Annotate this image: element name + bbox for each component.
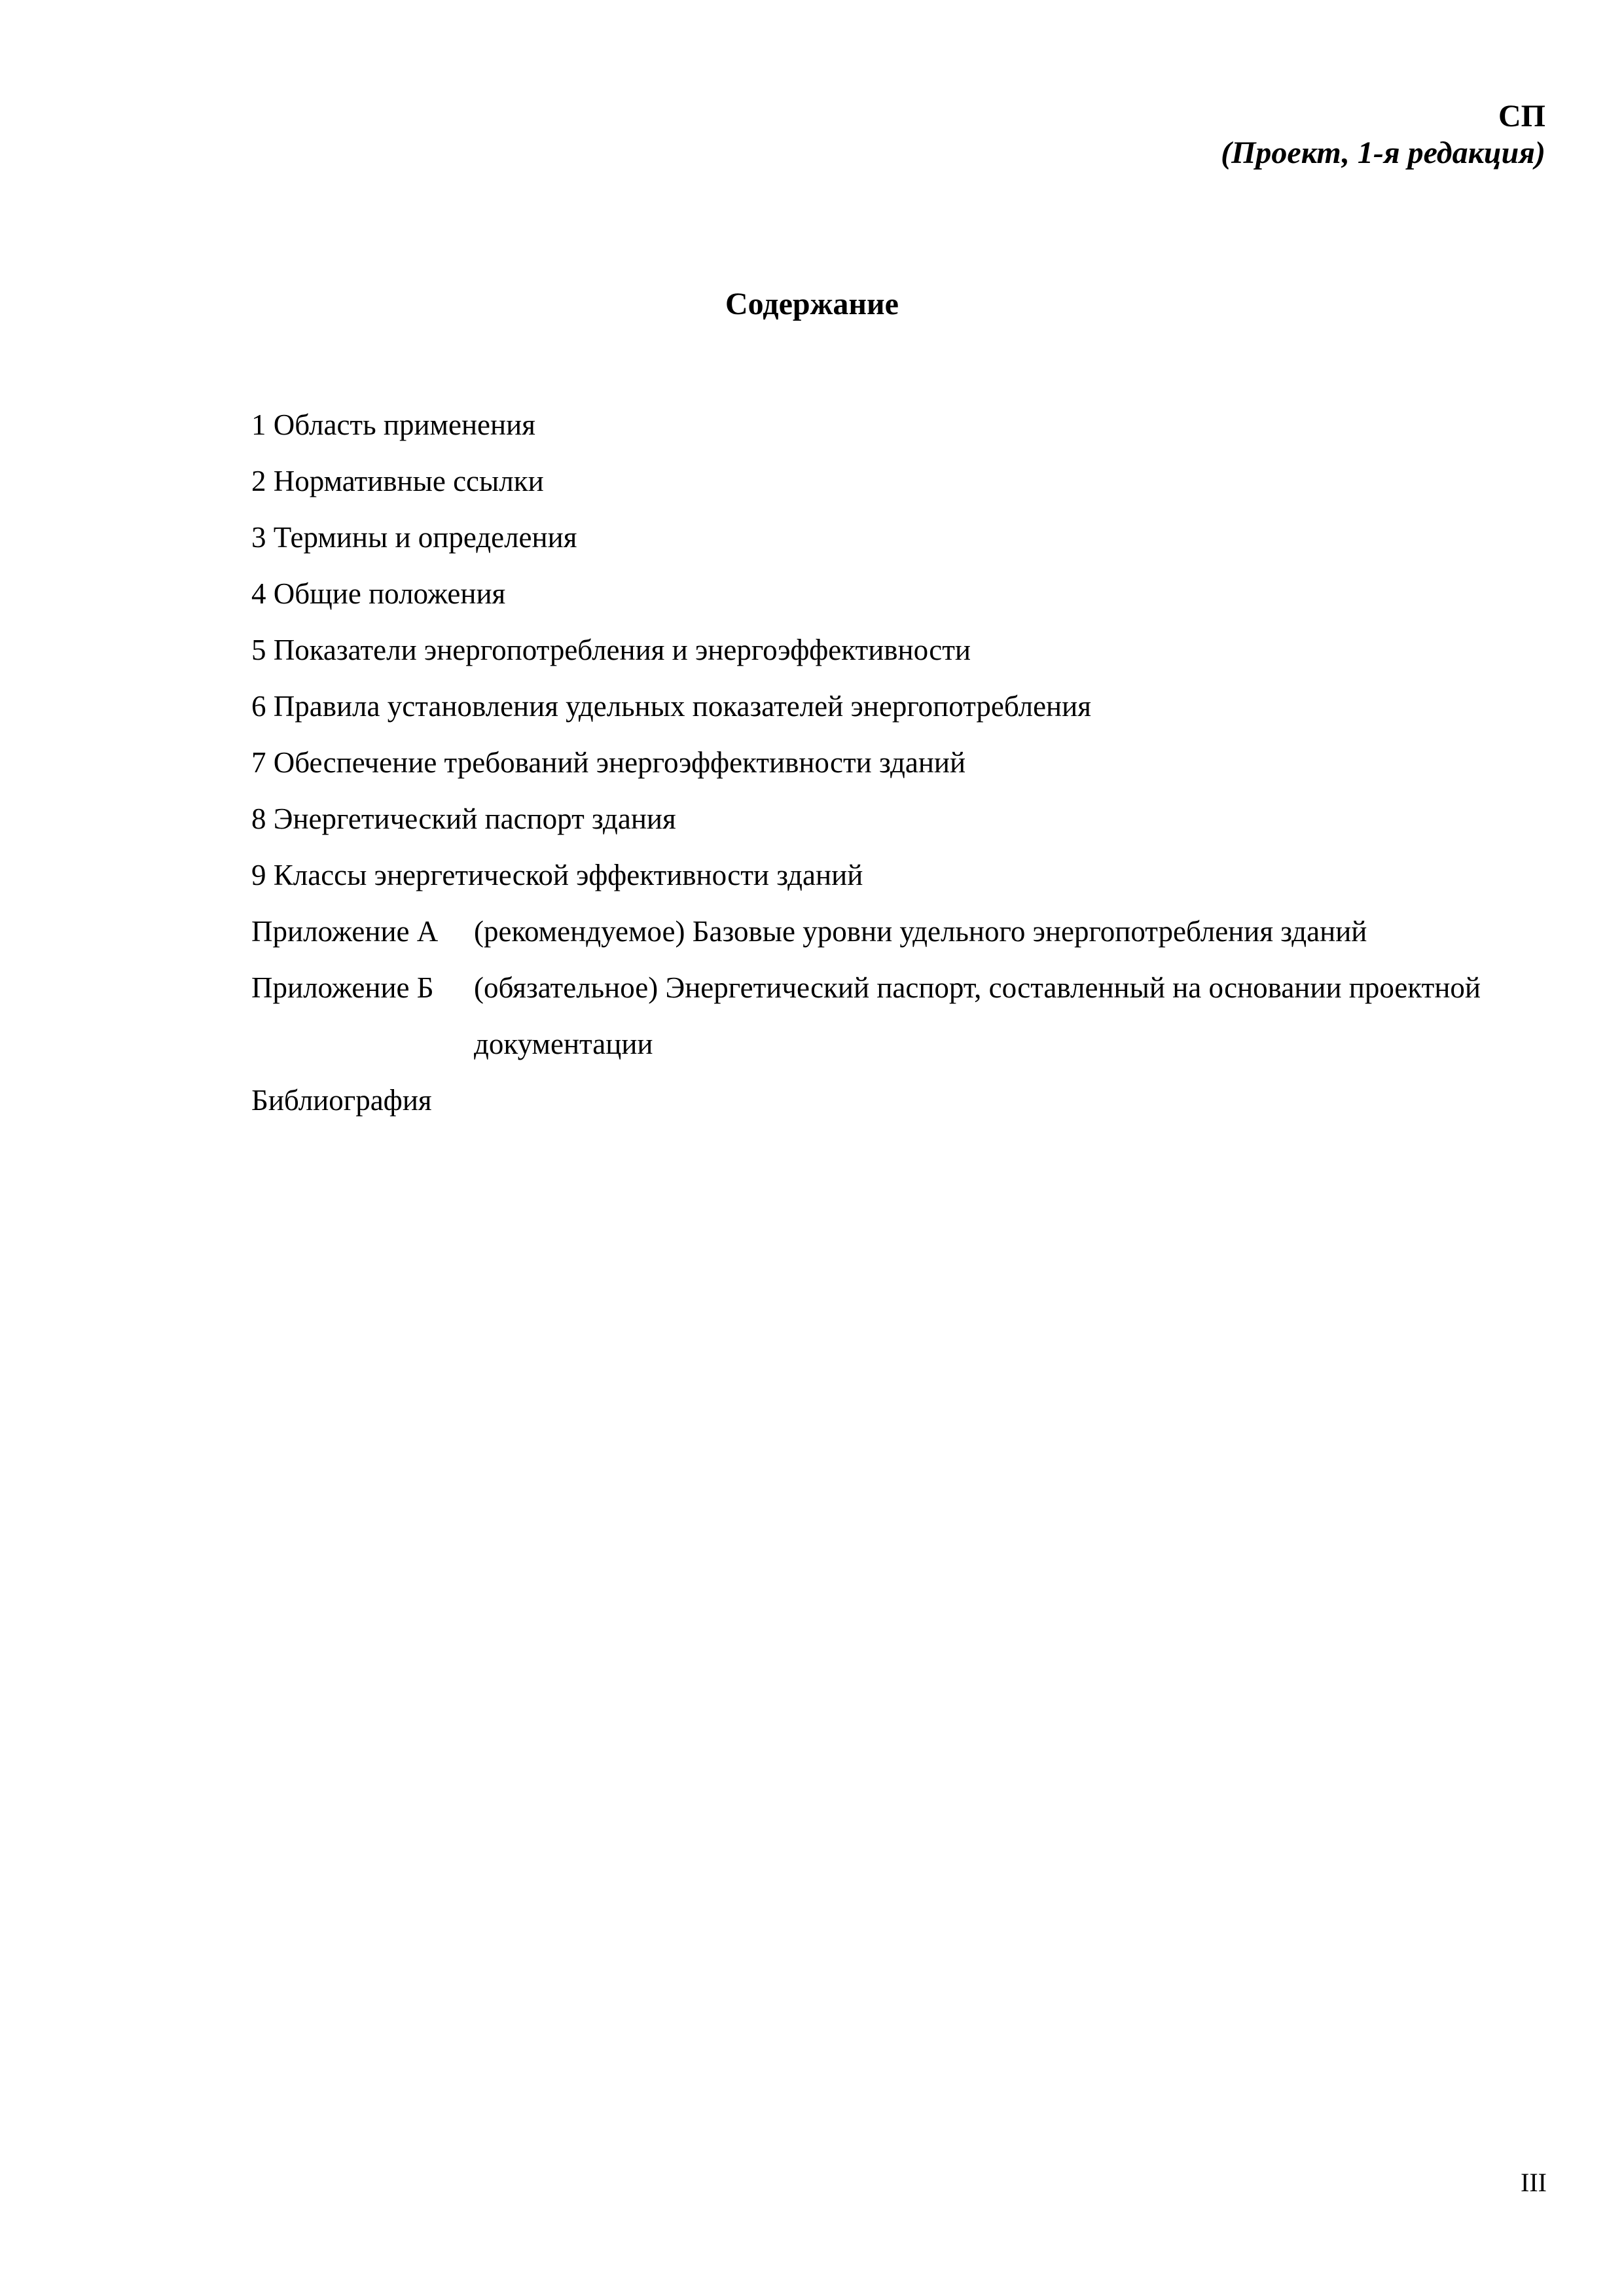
toc-item-1: 1 Область применения [251, 408, 535, 441]
page-number: III [1521, 2168, 1547, 2197]
toc-item-4: 4 Общие положения [251, 577, 506, 610]
appendix-b-title: (обязательное) Энергетический паспорт, составленный на основании проектной документации [474, 971, 1481, 1060]
toc-item-3: 3 Термины и определения [251, 521, 577, 554]
toc-item-5: 5 Показатели энергопотребления и энергоэффективности [251, 634, 971, 666]
appendix-a-label: Приложение А [251, 915, 439, 948]
document-header [1221, 98, 1545, 171]
toc-appendix-a [251, 903, 1528, 960]
appendix-a-title: (рекомендуемое) Базовые уровни удельного энергопотребления зданий [474, 915, 1367, 948]
toc-item-7: 7 Обеспечение требований энергоэффективности зданий [251, 746, 966, 779]
toc-item-2: 2 Нормативные ссылки [251, 465, 544, 497]
edition-note: (Проект, 1-я редакция) [1221, 135, 1545, 170]
table-of-contents [251, 397, 1528, 1128]
toc-item-8: 8 Энергетический паспорт здания [251, 802, 676, 835]
appendix-b-label: Приложение Б [251, 971, 434, 1004]
toc-title: Содержание [725, 287, 899, 321]
toc-item-9: 9 Классы энергетической эффективности зданий [251, 859, 863, 891]
toc-item-6: 6 Правила установления удельных показателей энергопотребления [251, 690, 1091, 723]
toc-appendix-b [251, 960, 1528, 1072]
document-code: СП [1498, 99, 1545, 134]
toc-item-bibliography: Библиография [251, 1084, 432, 1117]
